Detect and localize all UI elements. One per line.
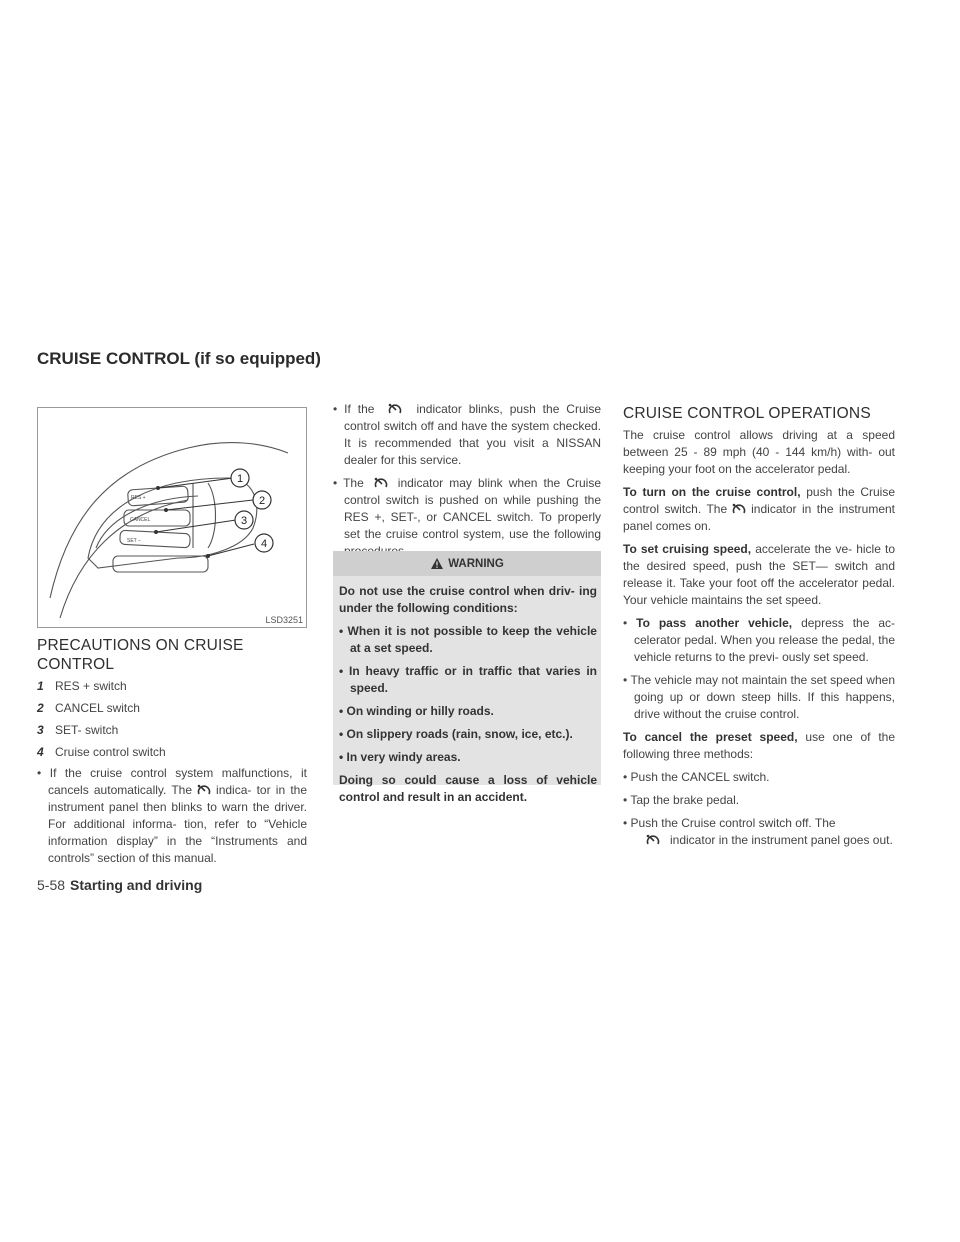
cancel-method-bullet: • Push the CANCEL switch. bbox=[623, 770, 770, 784]
list-item bbox=[37, 719, 307, 741]
operations-intro: The cruise control allows driving at a speed between 25 - 89 mph (40 - 144 km/h) with- out keeping your foot on the accelerator pedal. bbox=[623, 428, 895, 476]
warning-bullet: • When it is not possible to keep the vehicle at a set speed. bbox=[339, 624, 597, 655]
warning-bullet: • On slippery roads (rain, snow, ice, etc.). bbox=[339, 727, 573, 741]
list-item bbox=[37, 741, 307, 763]
warning-bullet-text: On winding or hilly roads. bbox=[346, 704, 494, 718]
turn-on-paragraph bbox=[623, 484, 895, 535]
steering-switch-illustration bbox=[37, 407, 307, 628]
operations-column bbox=[623, 427, 895, 849]
warning-body bbox=[339, 583, 597, 806]
bullet-text: indicator may blink when the Cruise control switch is pushed on while pushing the RES +, SET-, or CANCEL switch. To properly set the cruise control system, use the following bbox=[344, 476, 602, 541]
bullet-text: If the bbox=[344, 402, 375, 416]
cancel-text: use one of the following three methods: bbox=[623, 730, 896, 761]
steering-wheel-drawing bbox=[38, 408, 306, 627]
warning-triangle-icon bbox=[430, 557, 444, 570]
section-title: CRUISE CONTROL (if so equipped) bbox=[37, 349, 321, 368]
cruise-indicator-icon bbox=[732, 503, 746, 515]
warning-bullet: • In very windy areas. bbox=[339, 750, 461, 764]
pass-vehicle-text: depress the ac- celerator pedal. When you release the pedal, the vehicle returns to the previ- ously set speed. bbox=[634, 616, 895, 664]
hills-text: The vehicle may not maintain the set speed when going up or down steep hills. If this happens, drive without the cruise control. bbox=[630, 673, 895, 721]
turn-on-text: indicator in the instrument panel comes on. bbox=[623, 502, 896, 533]
cancel-method-text: Push the CANCEL switch. bbox=[630, 770, 770, 784]
bullet-text: If the cruise control system malfunctions, it cancels automatically. The bbox=[48, 766, 307, 797]
fig-res-label: RES + bbox=[131, 495, 146, 501]
cancel-method-bullet: • Push the Cruise control switch off. The indicator in the instrument panel goes out. bbox=[623, 816, 893, 847]
pass-vehicle-lead: To pass another vehicle, bbox=[636, 616, 793, 630]
warning-header bbox=[333, 551, 601, 576]
cruise-indicator-icon bbox=[646, 834, 660, 846]
cruise-indicator-icon bbox=[388, 403, 402, 415]
item-label: SET- switch bbox=[55, 722, 119, 737]
item-number: 4 bbox=[37, 744, 44, 759]
malfunction-bullet: • If the cruise control system malfunctions, it cancels automatically. The indica- tor in the instrument panel then blinks to warn the driver. For additional informa- tion, refer to “Vehicle information display” in the “Instruments and controls” section of this manual. bbox=[37, 766, 307, 865]
blink-when-pushed-bullet: • The indicator may blink when the Cruise control switch is pushed on while pushing the RES +, SET-, or CANCEL switch. To properly set the cruise control system, use the following bbox=[333, 475, 601, 560]
warning-bullet-text: In very windy areas. bbox=[346, 750, 461, 764]
turn-on-lead: To turn on the cruise control, bbox=[623, 485, 801, 499]
cruise-indicator-icon bbox=[374, 477, 388, 489]
cancel-paragraph bbox=[623, 729, 895, 763]
cancel-method-text: indicator in the instrument panel goes out. bbox=[670, 833, 893, 847]
item-label: CANCEL switch bbox=[55, 700, 140, 715]
cancel-method-text: Push the Cruise control switch off. The bbox=[630, 816, 836, 830]
bullet-text: The bbox=[343, 476, 364, 490]
chapter-title: Starting and driving bbox=[70, 877, 203, 893]
set-speed-text: accelerate the ve- hicle to the desired speed, push the SET— switch and release it. Take your foot off the accelerator pedal. Your vehicle maintains the set speed. bbox=[623, 542, 895, 607]
callout-1: 1 bbox=[236, 473, 244, 485]
warning-bullet-text: On slippery roads (rain, snow, ice, etc.). bbox=[346, 727, 573, 741]
page-number: 5-58 bbox=[37, 877, 66, 893]
warning-intro: Do not use the cruise control when driv- ing under the following conditions: bbox=[339, 584, 597, 615]
warning-bullet: • In heavy traffic or in traffic that varies in speed. bbox=[339, 664, 597, 695]
item-label: Cruise control switch bbox=[55, 744, 166, 759]
warning-bullet-text: When it is not possible to keep the vehicle at a set speed. bbox=[347, 624, 597, 655]
list-item bbox=[37, 697, 307, 719]
callout-2: 2 bbox=[258, 495, 266, 507]
item-number: 2 bbox=[37, 700, 44, 715]
middle-column bbox=[333, 401, 601, 560]
turn-on-text: push the Cruise control switch. The bbox=[623, 485, 895, 516]
operations-heading: CRUISE CONTROL OPERATIONS bbox=[623, 405, 871, 422]
callout-4: 4 bbox=[260, 538, 268, 550]
item-number: 3 bbox=[37, 722, 44, 737]
cancel-method-bullet: • Tap the brake pedal. bbox=[623, 793, 740, 807]
list-item bbox=[37, 675, 307, 697]
warning-title: WARNING bbox=[448, 557, 504, 570]
bullet-text: indica- tor in the instrument panel then blinks to warn the driver. For additional informa- tion, refer to “Vehicle information display” in the “Instruments and controls” section of this manual. bbox=[48, 783, 307, 865]
set-speed-paragraph bbox=[623, 541, 895, 609]
figure-code: LSD3251 bbox=[265, 615, 303, 625]
cancel-lead: To cancel the preset speed, bbox=[623, 730, 798, 744]
precautions-column bbox=[37, 675, 307, 867]
pass-vehicle-bullet: • To pass another vehicle, depress the ac- celerator pedal. When you release the pedal, the vehicle returns to the previ- ously set speed. bbox=[623, 616, 895, 664]
blink-bullet: • If the indicator blinks, push the Cruise control switch off and have the system checked. It is recommended that you visit a NISSAN dealer for this service. bbox=[333, 402, 601, 467]
set-speed-lead: To set cruising speed, bbox=[623, 542, 752, 556]
item-label: RES + switch bbox=[55, 678, 127, 693]
callout-3: 3 bbox=[240, 515, 248, 527]
page-footer bbox=[37, 877, 202, 893]
cancel-method-text: Tap the brake pedal. bbox=[630, 793, 740, 807]
item-number: 1 bbox=[37, 678, 44, 693]
warning-bullet-text: In heavy traffic or in traffic that varies in speed. bbox=[349, 664, 597, 695]
cruise-indicator-icon bbox=[197, 784, 211, 796]
warning-outro: Doing so could cause a loss of vehicle control and result in an accident. bbox=[339, 773, 597, 804]
warning-bullet: • On winding or hilly roads. bbox=[339, 704, 494, 718]
bullet-text: indicator blinks, push the Cruise control switch off and have the system checked. It is recommended that you visit a NISSAN dealer for this service. bbox=[344, 402, 601, 467]
fig-set-label: SET − bbox=[127, 538, 141, 544]
hills-bullet: • The vehicle may not maintain the set speed when going up or down steep hills. If this happens, drive without the cruise control. bbox=[623, 673, 895, 721]
precautions-heading: PRECAUTIONS ON CRUISE CONTROL bbox=[37, 637, 244, 673]
fig-cancel-label: CANCEL bbox=[130, 517, 151, 523]
